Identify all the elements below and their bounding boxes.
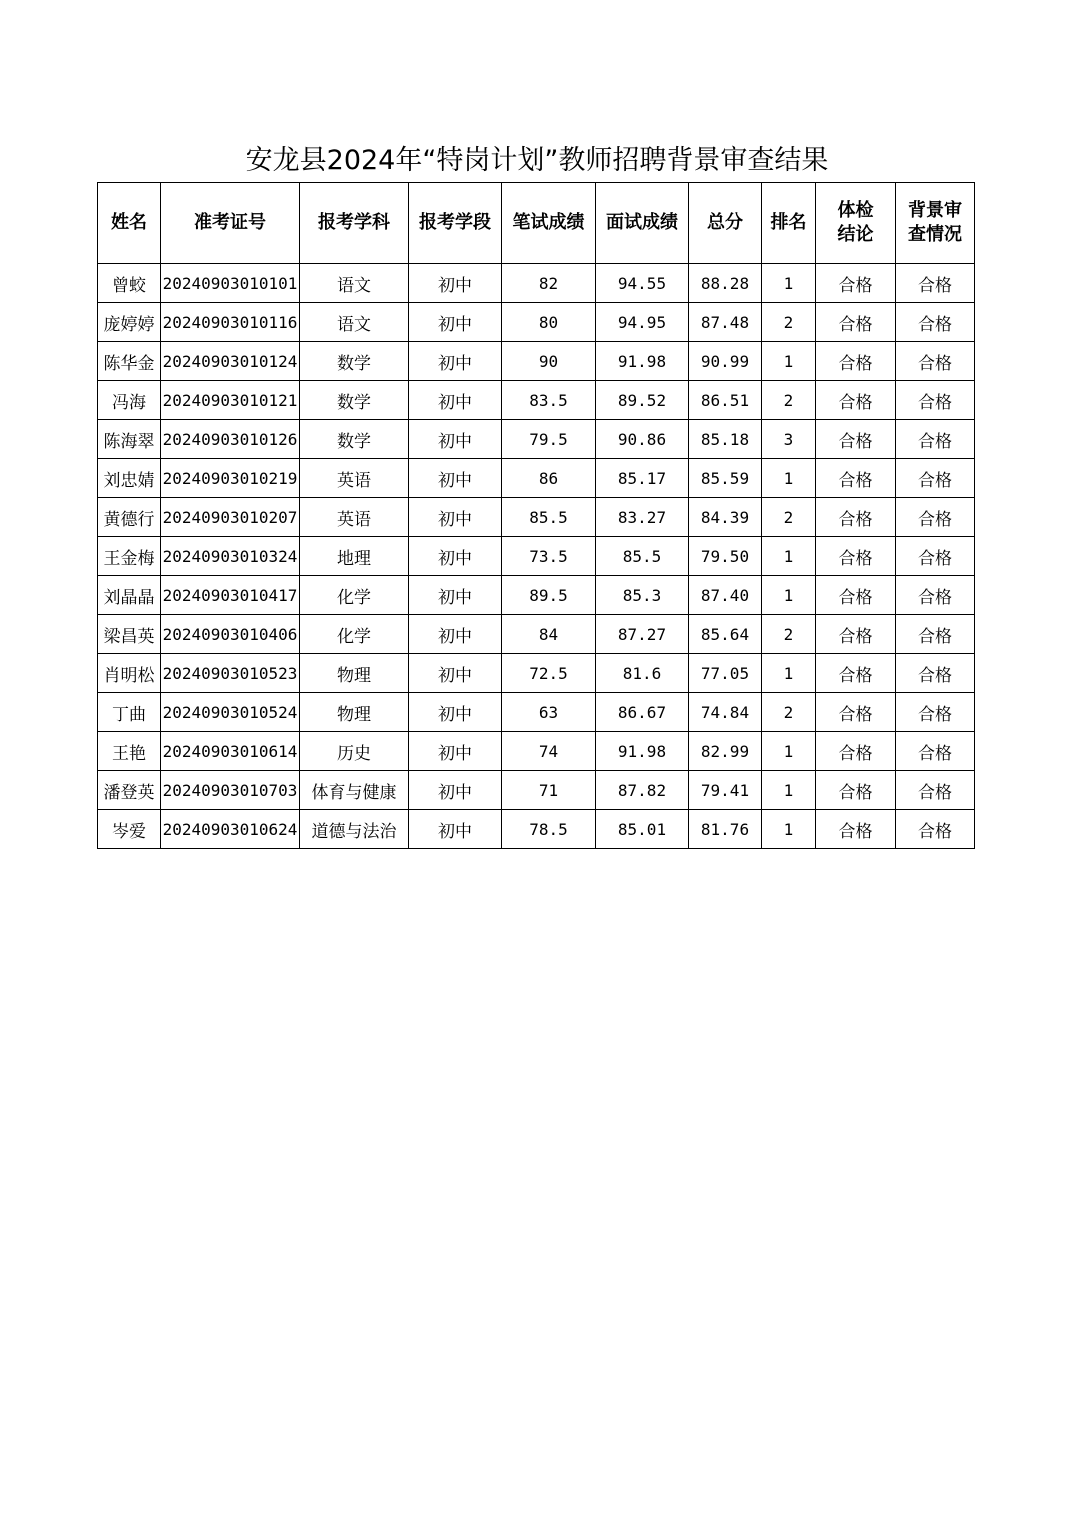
cell-rank: 1 (762, 654, 816, 693)
cell-total: 85.59 (689, 459, 762, 498)
cell-written-score: 90 (502, 342, 596, 381)
cell-exam-id: 20240903010101 (161, 264, 300, 303)
cell-total: 88.28 (689, 264, 762, 303)
cell-rank: 2 (762, 693, 816, 732)
cell-written-score: 72.5 (502, 654, 596, 693)
cell-written-score: 84 (502, 615, 596, 654)
cell-medical-result: 合格 (816, 654, 896, 693)
cell-medical-result: 合格 (816, 576, 896, 615)
cell-level: 初中 (409, 732, 502, 771)
cell-medical-result: 合格 (816, 264, 896, 303)
cell-name: 冯海 (98, 381, 161, 420)
cell-level: 初中 (409, 810, 502, 849)
cell-total: 77.05 (689, 654, 762, 693)
cell-level: 初中 (409, 615, 502, 654)
cell-level: 初中 (409, 342, 502, 381)
header-total: 总分 (689, 183, 762, 264)
cell-background-check: 合格 (896, 459, 975, 498)
cell-total: 87.48 (689, 303, 762, 342)
header-name: 姓名 (98, 183, 161, 264)
cell-background-check: 合格 (896, 381, 975, 420)
cell-level: 初中 (409, 303, 502, 342)
cell-exam-id: 20240903010116 (161, 303, 300, 342)
cell-exam-id: 20240903010219 (161, 459, 300, 498)
cell-name: 王艳 (98, 732, 161, 771)
table-row (98, 342, 975, 381)
cell-level: 初中 (409, 420, 502, 459)
cell-rank: 2 (762, 381, 816, 420)
cell-level: 初中 (409, 693, 502, 732)
cell-subject: 英语 (300, 459, 409, 498)
cell-medical-result: 合格 (816, 381, 896, 420)
cell-name: 岑爱 (98, 810, 161, 849)
cell-interview-score: 87.27 (596, 615, 689, 654)
cell-medical-result: 合格 (816, 732, 896, 771)
cell-interview-score: 85.3 (596, 576, 689, 615)
cell-background-check: 合格 (896, 615, 975, 654)
cell-rank: 1 (762, 732, 816, 771)
cell-background-check: 合格 (896, 771, 975, 810)
cell-exam-id: 20240903010121 (161, 381, 300, 420)
cell-rank: 1 (762, 264, 816, 303)
cell-subject: 语文 (300, 264, 409, 303)
cell-interview-score: 89.52 (596, 381, 689, 420)
header-level: 报考学段 (409, 183, 502, 264)
cell-subject: 体育与健康 (300, 771, 409, 810)
cell-written-score: 63 (502, 693, 596, 732)
cell-name: 刘晶晶 (98, 576, 161, 615)
cell-exam-id: 20240903010124 (161, 342, 300, 381)
cell-total: 79.50 (689, 537, 762, 576)
cell-name: 陈华金 (98, 342, 161, 381)
cell-written-score: 89.5 (502, 576, 596, 615)
cell-total: 90.99 (689, 342, 762, 381)
cell-medical-result: 合格 (816, 537, 896, 576)
cell-name: 陈海翠 (98, 420, 161, 459)
cell-rank: 2 (762, 615, 816, 654)
cell-name: 梁昌英 (98, 615, 161, 654)
cell-background-check: 合格 (896, 264, 975, 303)
header-exam-id: 准考证号 (161, 183, 300, 264)
cell-total: 82.99 (689, 732, 762, 771)
cell-level: 初中 (409, 381, 502, 420)
cell-total: 86.51 (689, 381, 762, 420)
cell-subject: 数学 (300, 342, 409, 381)
cell-total: 81.76 (689, 810, 762, 849)
cell-medical-result: 合格 (816, 342, 896, 381)
cell-exam-id: 20240903010417 (161, 576, 300, 615)
cell-rank: 1 (762, 342, 816, 381)
cell-total: 85.18 (689, 420, 762, 459)
cell-subject: 数学 (300, 420, 409, 459)
cell-written-score: 79.5 (502, 420, 596, 459)
table-row (98, 459, 975, 498)
cell-background-check: 合格 (896, 420, 975, 459)
cell-medical-result: 合格 (816, 810, 896, 849)
table-header-row (98, 183, 975, 264)
table-row (98, 537, 975, 576)
cell-written-score: 83.5 (502, 381, 596, 420)
cell-subject: 物理 (300, 693, 409, 732)
cell-name: 丁曲 (98, 693, 161, 732)
table-row (98, 615, 975, 654)
table-row (98, 810, 975, 849)
cell-exam-id: 20240903010703 (161, 771, 300, 810)
cell-background-check: 合格 (896, 732, 975, 771)
cell-subject: 化学 (300, 576, 409, 615)
cell-name: 肖明松 (98, 654, 161, 693)
table-row (98, 576, 975, 615)
cell-interview-score: 85.5 (596, 537, 689, 576)
cell-rank: 3 (762, 420, 816, 459)
cell-rank: 1 (762, 459, 816, 498)
cell-written-score: 85.5 (502, 498, 596, 537)
cell-level: 初中 (409, 654, 502, 693)
cell-name: 庞婷婷 (98, 303, 161, 342)
results-table (97, 182, 975, 849)
cell-exam-id: 20240903010523 (161, 654, 300, 693)
table-row (98, 498, 975, 537)
cell-level: 初中 (409, 576, 502, 615)
cell-subject: 语文 (300, 303, 409, 342)
cell-name: 黄德行 (98, 498, 161, 537)
table-row (98, 264, 975, 303)
cell-total: 85.64 (689, 615, 762, 654)
cell-subject: 地理 (300, 537, 409, 576)
table-row (98, 693, 975, 732)
cell-level: 初中 (409, 771, 502, 810)
cell-medical-result: 合格 (816, 303, 896, 342)
cell-written-score: 74 (502, 732, 596, 771)
cell-interview-score: 91.98 (596, 732, 689, 771)
cell-background-check: 合格 (896, 693, 975, 732)
cell-interview-score: 94.95 (596, 303, 689, 342)
cell-exam-id: 20240903010614 (161, 732, 300, 771)
cell-rank: 1 (762, 771, 816, 810)
table-row (98, 771, 975, 810)
cell-subject: 物理 (300, 654, 409, 693)
cell-written-score: 73.5 (502, 537, 596, 576)
cell-written-score: 80 (502, 303, 596, 342)
cell-rank: 1 (762, 810, 816, 849)
cell-background-check: 合格 (896, 303, 975, 342)
cell-level: 初中 (409, 459, 502, 498)
cell-interview-score: 81.6 (596, 654, 689, 693)
cell-exam-id: 20240903010406 (161, 615, 300, 654)
cell-interview-score: 91.98 (596, 342, 689, 381)
cell-medical-result: 合格 (816, 498, 896, 537)
cell-written-score: 78.5 (502, 810, 596, 849)
cell-medical-result: 合格 (816, 693, 896, 732)
cell-name: 王金梅 (98, 537, 161, 576)
cell-background-check: 合格 (896, 654, 975, 693)
cell-background-check: 合格 (896, 810, 975, 849)
cell-subject: 化学 (300, 615, 409, 654)
page-title: 安龙县2024年“特岗计划”教师招聘背景审查结果 (245, 145, 829, 176)
cell-rank: 1 (762, 537, 816, 576)
cell-exam-id: 20240903010524 (161, 693, 300, 732)
cell-subject: 道德与法治 (300, 810, 409, 849)
header-medical-result: 体检结论 (816, 183, 896, 264)
table-row (98, 654, 975, 693)
cell-medical-result: 合格 (816, 420, 896, 459)
cell-subject: 英语 (300, 498, 409, 537)
cell-name: 刘忠婧 (98, 459, 161, 498)
cell-exam-id: 20240903010126 (161, 420, 300, 459)
cell-written-score: 71 (502, 771, 596, 810)
cell-interview-score: 85.01 (596, 810, 689, 849)
cell-written-score: 82 (502, 264, 596, 303)
cell-background-check: 合格 (896, 342, 975, 381)
cell-interview-score: 94.55 (596, 264, 689, 303)
header-subject: 报考学科 (300, 183, 409, 264)
table-row (98, 732, 975, 771)
cell-interview-score: 83.27 (596, 498, 689, 537)
header-rank: 排名 (762, 183, 816, 264)
cell-background-check: 合格 (896, 576, 975, 615)
cell-rank: 2 (762, 303, 816, 342)
cell-interview-score: 85.17 (596, 459, 689, 498)
cell-level: 初中 (409, 498, 502, 537)
header-interview-score: 面试成绩 (596, 183, 689, 264)
cell-exam-id: 20240903010324 (161, 537, 300, 576)
cell-level: 初中 (409, 264, 502, 303)
table-body (98, 264, 975, 849)
cell-medical-result: 合格 (816, 459, 896, 498)
cell-exam-id: 20240903010624 (161, 810, 300, 849)
cell-subject: 数学 (300, 381, 409, 420)
cell-interview-score: 86.67 (596, 693, 689, 732)
cell-subject: 历史 (300, 732, 409, 771)
cell-medical-result: 合格 (816, 615, 896, 654)
cell-total: 79.41 (689, 771, 762, 810)
table-row (98, 381, 975, 420)
cell-total: 87.40 (689, 576, 762, 615)
cell-total: 74.84 (689, 693, 762, 732)
cell-interview-score: 87.82 (596, 771, 689, 810)
cell-written-score: 86 (502, 459, 596, 498)
cell-total: 84.39 (689, 498, 762, 537)
cell-interview-score: 90.86 (596, 420, 689, 459)
table-row (98, 420, 975, 459)
cell-rank: 2 (762, 498, 816, 537)
table-row (98, 303, 975, 342)
header-written-score: 笔试成绩 (502, 183, 596, 264)
cell-level: 初中 (409, 537, 502, 576)
cell-medical-result: 合格 (816, 771, 896, 810)
cell-rank: 1 (762, 576, 816, 615)
cell-exam-id: 20240903010207 (161, 498, 300, 537)
cell-name: 潘登英 (98, 771, 161, 810)
cell-background-check: 合格 (896, 498, 975, 537)
cell-background-check: 合格 (896, 537, 975, 576)
header-background-check: 背景审查情况 (896, 183, 975, 264)
cell-name: 曾蛟 (98, 264, 161, 303)
